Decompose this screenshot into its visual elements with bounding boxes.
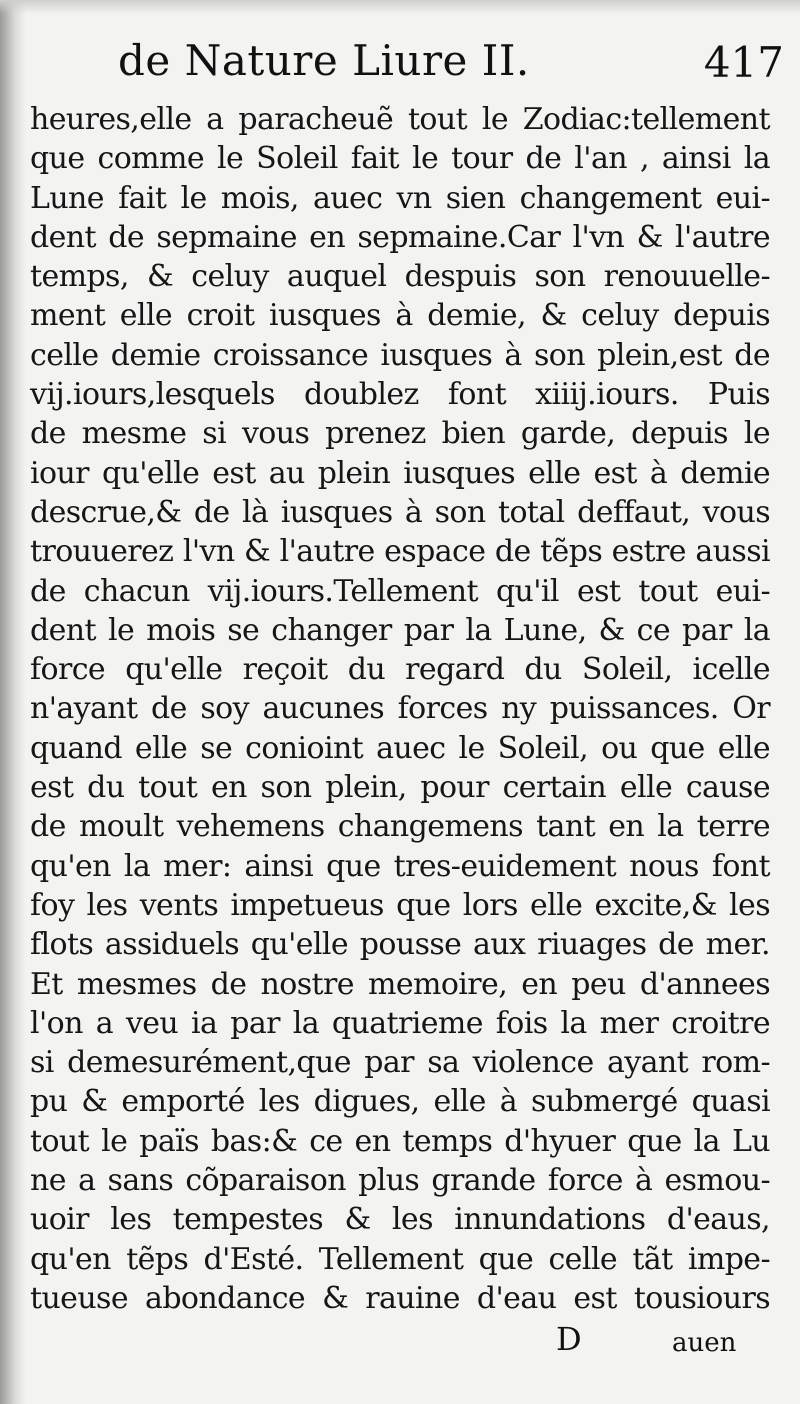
- text-line: ment elle croit iusques à demie, & celuy depuis: [30, 298, 770, 334]
- text-line: dent de sepmaine en sepmaine.Car l'vn & l'autre: [30, 219, 770, 255]
- text-line: qu'en tẽps d'Esté. Tellement que celle tãt impe-: [30, 1241, 770, 1277]
- text-line: descrue,& de là iusques à son total deffaut, vous: [30, 494, 770, 530]
- text-line: de mesme si vous prenez bien garde, depuis le: [30, 416, 770, 452]
- text-line: Et mesmes de nostre memoire, en peu d'annees: [30, 966, 770, 1002]
- text-line: force qu'elle reçoit du regard du Soleil, icelle: [30, 652, 770, 688]
- text-line: foy les vents impetueus que lors elle excite,& les: [30, 887, 770, 923]
- text-line: Lune fait le mois, auec vn sien changement eui-: [30, 180, 770, 216]
- text-line: heures,elle a paracheuẽ tout le Zodiac:tellement: [30, 102, 770, 137]
- text-line: temps, & celuy auquel despuis son renouuelle-: [30, 259, 770, 295]
- text-line: iour qu'elle est au plein iusques elle est à demie: [30, 455, 770, 491]
- text-line: tueuse abondance & rauine d'eau est tousiours: [30, 1280, 770, 1316]
- text-line: que comme le Soleil fait le tour de l'an , ainsi la: [30, 141, 770, 177]
- text-line: dent le mois se changer par la Lune, & ce par la: [30, 612, 770, 648]
- text-line: est du tout en son plein, pour certain elle cause: [30, 770, 770, 806]
- text-line: de chacun vij.iours.Tellement qu'il est tout eui-: [30, 573, 770, 609]
- signature-mark: D: [556, 1320, 582, 1358]
- body-text: [30, 100, 770, 1318]
- text-line: l'on a veu ia par la quatrieme fois la mer croitre: [30, 1005, 770, 1041]
- catchword: auen: [672, 1328, 737, 1358]
- page-top-edge: [0, 0, 800, 14]
- text-line: qu'en la mer: ainsi que tres-euidement nous font: [30, 848, 770, 884]
- page-number: 417: [703, 38, 784, 87]
- text-line: tout le païs bas:& ce en temps d'hyuer que la Lu: [30, 1123, 770, 1159]
- text-line: pu & emporté les digues, elle à submergé quasi: [30, 1084, 770, 1120]
- text-line: trouuerez l'vn & l'autre espace de tẽps estre aussi: [30, 534, 770, 570]
- running-head: [118, 28, 784, 88]
- text-line: celle demie croissance iusques à son plein,est de: [30, 337, 770, 373]
- text-line: ne a sans cõparaison plus grande force à esmou-: [30, 1163, 770, 1199]
- text-line: si demesurément,que par sa violence ayant rom-: [30, 1045, 770, 1081]
- text-line: vij.iours,lesquels doublez font xiiij.iours. Puis: [30, 377, 770, 413]
- text-line: quand elle se conioint auec le Soleil, ou que elle: [30, 730, 770, 766]
- text-line: n'ayant de soy aucunes forces ny puissances. Or: [30, 691, 770, 727]
- gutter-shadow: [0, 0, 26, 1404]
- running-head-title: de Nature Liure II.: [118, 36, 530, 85]
- text-line: flots assiduels qu'elle pousse aux riuages de mer.: [30, 927, 770, 963]
- text-line: de moult vehemens changemens tant en la terre: [30, 809, 770, 845]
- text-line: uoir les tempestes & les innundations d'eaus,: [30, 1202, 770, 1238]
